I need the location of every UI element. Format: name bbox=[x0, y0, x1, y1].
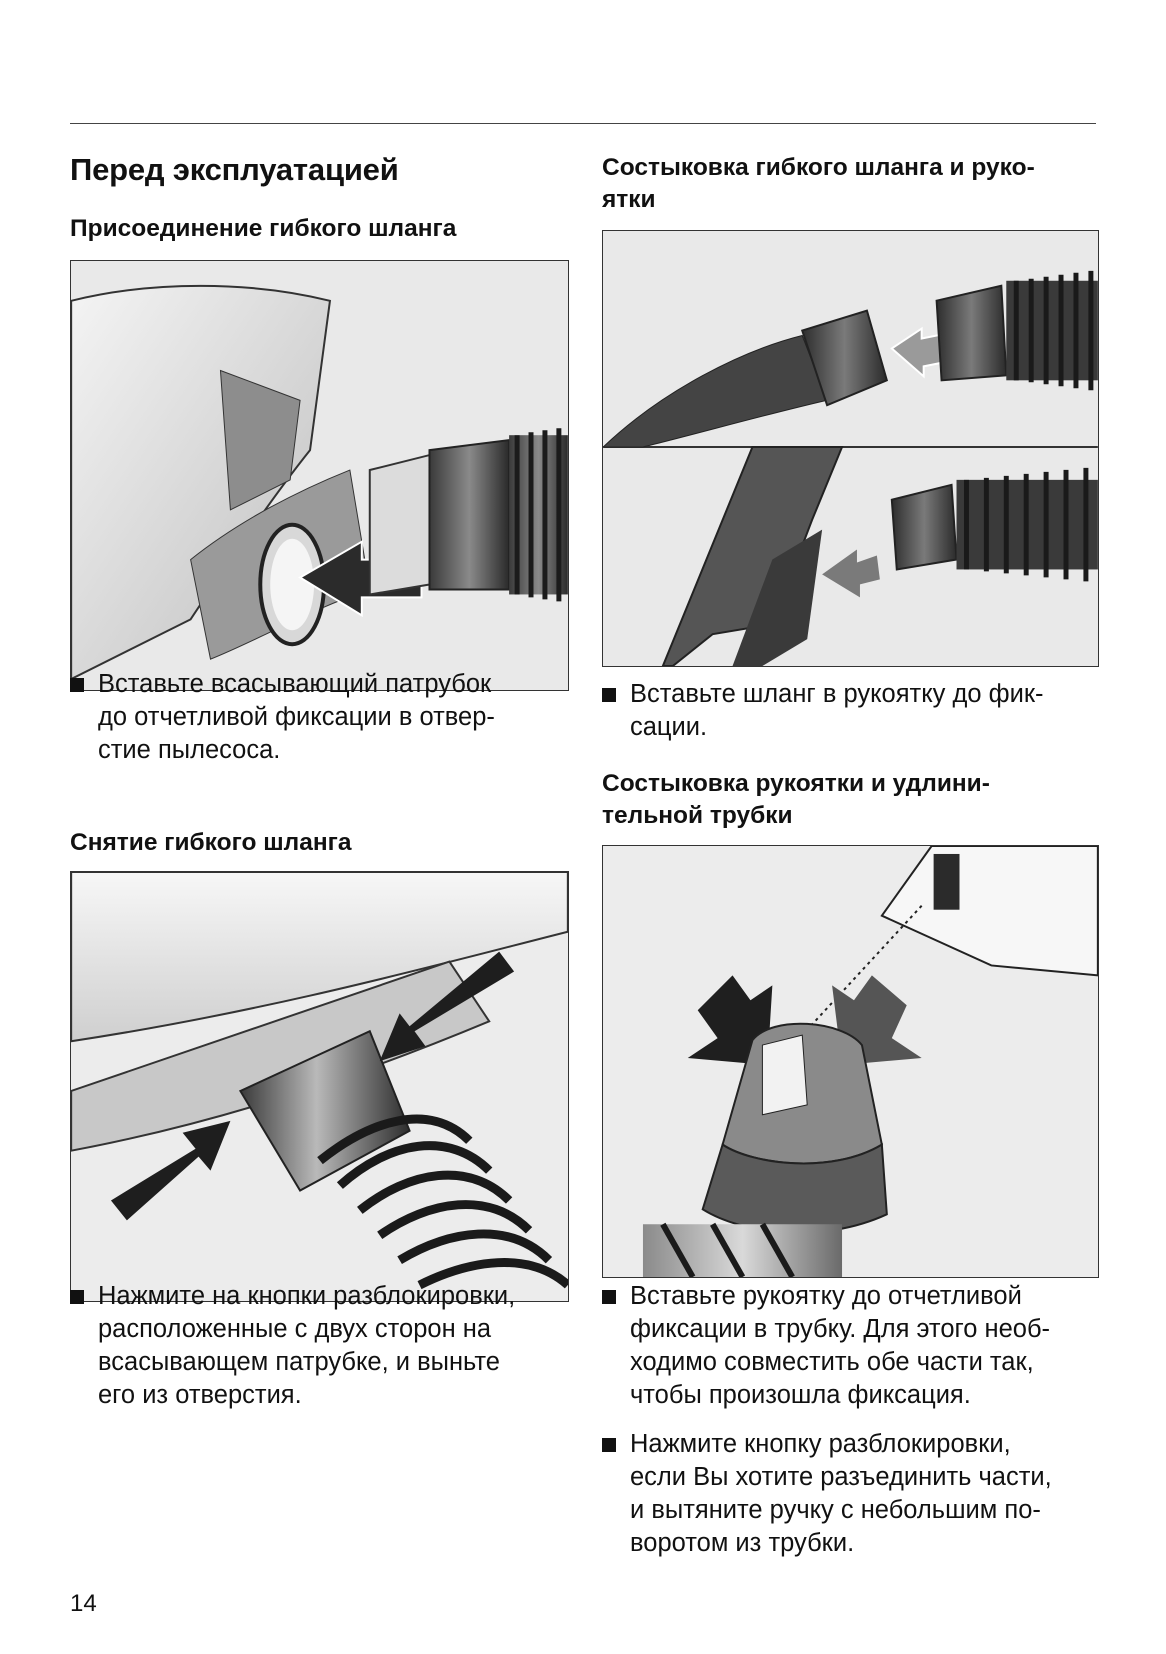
handle-tube-heading bbox=[602, 768, 1102, 832]
attach-hose-figure bbox=[70, 260, 569, 691]
section-title: Перед эксплуатацией bbox=[70, 152, 399, 187]
handle-tube-figure bbox=[602, 845, 1099, 1278]
hose-handle-instruction bbox=[602, 678, 1120, 744]
instruction-line: и вытяните ручку с небольшим по- bbox=[630, 1496, 1041, 1524]
heading-line: Состыковка рукоятки и удлини- bbox=[602, 770, 990, 797]
hose-handle-heading bbox=[602, 152, 1102, 216]
remove-hose-instruction bbox=[70, 1280, 598, 1412]
instruction-line: Вставьте шланг в рукоятку до фик- bbox=[630, 680, 1044, 708]
remove-hose-figure bbox=[70, 871, 569, 1302]
instruction-line: до отчетливой фиксации в отвер- bbox=[98, 703, 495, 731]
instruction-line: если Вы хотите разъединить части, bbox=[630, 1463, 1052, 1491]
instruction-line: стие пылесоса. bbox=[98, 736, 281, 764]
instruction-line: Нажмите кнопку разблокировки, bbox=[630, 1430, 1011, 1458]
hose-into-vacuum-illustration bbox=[71, 261, 568, 690]
handle-tube-instruction-1 bbox=[602, 1280, 1124, 1412]
bullet-marker bbox=[602, 688, 616, 702]
instruction-line: чтобы произошла фиксация. bbox=[630, 1381, 971, 1409]
heading-line: тельной трубки bbox=[602, 802, 793, 829]
bullet-marker bbox=[70, 1290, 84, 1304]
top-rule bbox=[70, 123, 1096, 124]
attach-hose-heading: Присоединение гибкого шланга bbox=[70, 215, 457, 242]
instruction-line: сации. bbox=[630, 713, 708, 741]
bullet-marker bbox=[602, 1290, 616, 1304]
instruction-line: расположенные с двух сторон на bbox=[98, 1315, 492, 1343]
instruction-line: Вставьте рукоятку до отчетливой bbox=[630, 1282, 1022, 1310]
instruction-line: ходимо совместить обе части так, bbox=[630, 1348, 1034, 1376]
handle-into-tube-illustration bbox=[603, 846, 1098, 1277]
instruction-line: его из отверстия. bbox=[98, 1381, 302, 1409]
instruction-line: фиксации в трубку. Для этого необ- bbox=[630, 1315, 1051, 1343]
instruction-line: Нажмите на кнопки разблокировки, bbox=[98, 1282, 516, 1310]
remove-hose-heading: Снятие гибкого шланга bbox=[70, 829, 352, 856]
instruction-line: воротом из трубки. bbox=[630, 1529, 855, 1557]
hose-handle-figure bbox=[602, 230, 1099, 667]
attach-hose-instruction bbox=[70, 668, 578, 767]
heading-line: ятки bbox=[602, 186, 656, 213]
hose-release-buttons-illustration bbox=[71, 872, 568, 1301]
instruction-line: всасывающем патрубке, и выньте bbox=[98, 1348, 500, 1376]
bullet-marker bbox=[602, 1438, 616, 1452]
heading-line: Состыковка гибкого шланга и руко- bbox=[602, 154, 1035, 181]
page-number: 14 bbox=[70, 1590, 97, 1617]
handle-tube-instruction-2 bbox=[602, 1428, 1124, 1560]
hose-into-handle-illustration bbox=[603, 231, 1098, 666]
instruction-line: Вставьте всасывающий патрубок bbox=[98, 670, 492, 698]
bullet-marker bbox=[70, 678, 84, 692]
